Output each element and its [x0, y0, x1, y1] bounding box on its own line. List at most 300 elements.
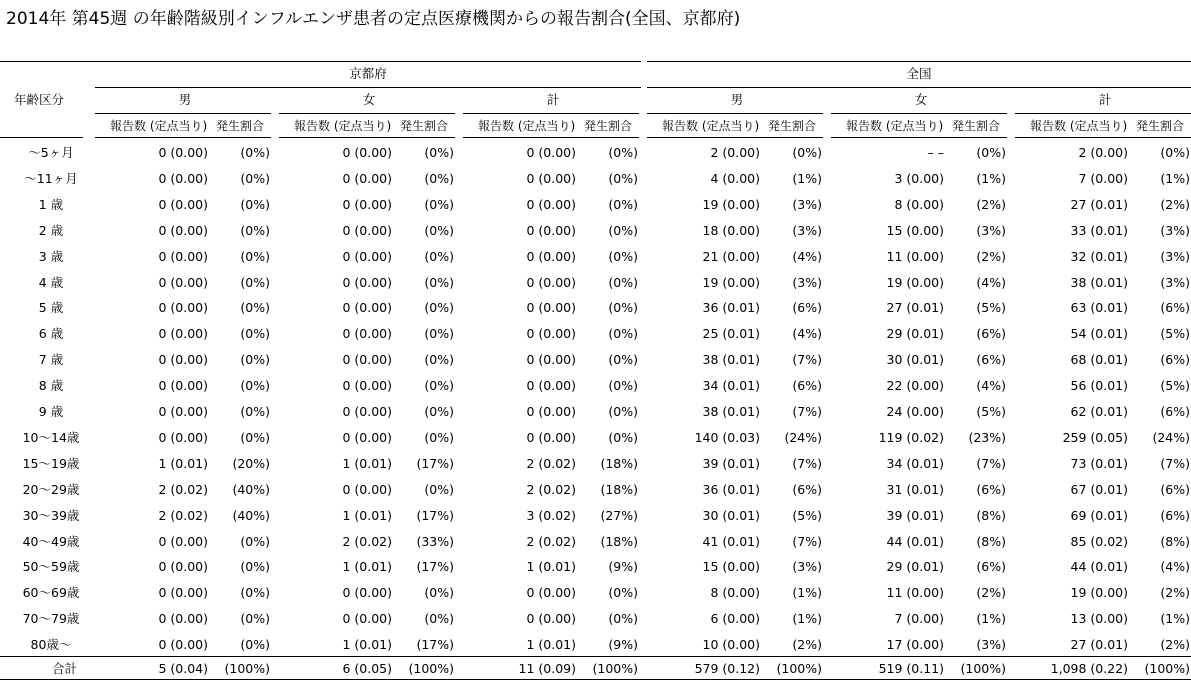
rate-subheader: 発生割合 [1136, 119, 1185, 133]
count-cell: 19 (0.00) [702, 275, 760, 290]
count-cell: 0 (0.00) [342, 223, 392, 238]
row-header-label: 年齢区分 [14, 92, 65, 107]
rate-cell: (6%) [1160, 508, 1190, 523]
rate-cell: (0%) [608, 223, 638, 238]
rate-subheader: 発生割合 [952, 119, 1001, 133]
count-cell: 519 (0.11) [878, 661, 944, 676]
count-cell: 0 (0.00) [526, 352, 576, 367]
rate-cell: (6%) [976, 559, 1006, 574]
rate-cell: (0%) [976, 145, 1006, 160]
rate-cell: (0%) [240, 300, 270, 315]
count-subheader: 報告数 (定点当り) [662, 119, 760, 133]
rate-cell: (8%) [1160, 534, 1190, 549]
count-cell: 27 (0.01) [886, 300, 944, 315]
rate-cell: (5%) [1160, 378, 1190, 393]
rate-cell: (3%) [1160, 249, 1190, 264]
count-cell: 8 (0.00) [894, 197, 944, 212]
rate-cell: (0%) [424, 249, 454, 264]
rate-cell: (0%) [1160, 145, 1190, 160]
header-bottom-rule [279, 137, 455, 138]
rate-cell: (0%) [608, 585, 638, 600]
count-cell: 6 (0.00) [710, 611, 760, 626]
rate-cell: (0%) [608, 249, 638, 264]
sex-rule [831, 113, 1007, 114]
count-cell: 0 (0.00) [158, 249, 208, 264]
rate-cell: (0%) [424, 585, 454, 600]
page-title: 2014年 第45週 の年齢階級別インフルエンザ患者の定点医療機関からの報告割合(全国、京都府) [6, 9, 741, 29]
rate-cell: (3%) [792, 197, 822, 212]
rate-cell: (5%) [976, 404, 1006, 419]
count-cell: 2 (0.02) [526, 534, 576, 549]
rate-cell: (17%) [416, 508, 454, 523]
count-cell: 1 (0.01) [342, 637, 392, 652]
count-cell: 0 (0.00) [342, 378, 392, 393]
rate-cell: (0%) [240, 249, 270, 264]
age-label: 3 歳 [38, 249, 64, 264]
header-top-rule [647, 61, 1191, 62]
count-cell: 0 (0.00) [342, 352, 392, 367]
count-cell: 1 (0.01) [158, 456, 208, 471]
count-cell: 0 (0.00) [158, 534, 208, 549]
count-subheader: 報告数 (定点当り) [478, 119, 576, 133]
rate-cell: (20%) [232, 456, 270, 471]
count-cell: 0 (0.00) [526, 223, 576, 238]
header-bottom-rule [831, 137, 1007, 138]
rate-cell: (17%) [416, 456, 454, 471]
count-cell: 27 (0.01) [1070, 197, 1128, 212]
count-cell: 33 (0.01) [1070, 223, 1128, 238]
rate-cell: (4%) [792, 249, 822, 264]
count-cell: 2 (0.02) [526, 482, 576, 497]
count-cell: 0 (0.00) [526, 171, 576, 186]
rate-subheader: 発生割合 [400, 119, 449, 133]
rate-cell: (24%) [1152, 430, 1190, 445]
count-cell: 10 (0.00) [702, 637, 760, 652]
rate-cell: (17%) [416, 559, 454, 574]
count-cell: 11 (0.09) [518, 661, 576, 676]
count-cell: 38 (0.01) [702, 352, 760, 367]
count-cell: 36 (0.01) [702, 300, 760, 315]
rate-cell: (18%) [600, 534, 638, 549]
rate-cell: (3%) [792, 275, 822, 290]
rate-cell: (3%) [976, 637, 1006, 652]
age-label: 20～29歳 [22, 482, 80, 497]
age-label: 60～69歳 [22, 585, 80, 600]
rate-cell: (0%) [424, 378, 454, 393]
region-rule [95, 87, 641, 88]
rate-cell: (0%) [240, 611, 270, 626]
count-cell: 0 (0.00) [526, 430, 576, 445]
sex-rule [95, 113, 271, 114]
rate-cell: (100%) [960, 661, 1006, 676]
rate-subheader: 発生割合 [584, 119, 633, 133]
count-cell: 22 (0.00) [886, 378, 944, 393]
rate-cell: (27%) [600, 508, 638, 523]
rate-cell: (2%) [1160, 637, 1190, 652]
rate-cell: (0%) [608, 145, 638, 160]
count-cell: 0 (0.00) [158, 223, 208, 238]
count-cell: 85 (0.02) [1070, 534, 1128, 549]
sex-rule [647, 113, 823, 114]
count-cell: 11 (0.00) [886, 249, 944, 264]
sex-header: 男 [178, 92, 192, 107]
rate-cell: (0%) [424, 430, 454, 445]
count-cell: 0 (0.00) [158, 611, 208, 626]
count-cell: 0 (0.00) [158, 352, 208, 367]
count-cell: 38 (0.01) [702, 404, 760, 419]
count-cell: 2 (0.02) [342, 534, 392, 549]
count-cell: 0 (0.00) [526, 145, 576, 160]
header-bottom-rule [0, 137, 83, 138]
count-cell: 15 (0.00) [886, 223, 944, 238]
age-label: 5 歳 [38, 300, 64, 315]
count-cell: 1 (0.01) [526, 637, 576, 652]
rate-cell: (7%) [1160, 456, 1190, 471]
rate-cell: (0%) [240, 585, 270, 600]
count-cell: 24 (0.00) [886, 404, 944, 419]
count-cell: 18 (0.00) [702, 223, 760, 238]
rate-cell: (1%) [976, 611, 1006, 626]
age-label: 15～19歳 [22, 456, 80, 471]
rate-cell: (4%) [976, 275, 1006, 290]
sex-rule [279, 113, 455, 114]
rate-cell: (0%) [608, 430, 638, 445]
count-cell: 34 (0.01) [886, 456, 944, 471]
rate-cell: (6%) [976, 482, 1006, 497]
count-cell: 119 (0.02) [878, 430, 944, 445]
count-cell: 19 (0.00) [702, 197, 760, 212]
rate-cell: (0%) [424, 326, 454, 341]
rate-cell: (7%) [792, 404, 822, 419]
count-cell: 0 (0.00) [158, 197, 208, 212]
rate-cell: (3%) [792, 559, 822, 574]
rate-cell: (4%) [976, 378, 1006, 393]
count-cell: 1,098 (0.22) [1050, 661, 1128, 676]
rate-cell: (0%) [240, 197, 270, 212]
sex-header: 計 [546, 92, 560, 107]
count-cell: 54 (0.01) [1070, 326, 1128, 341]
count-cell: 0 (0.00) [158, 585, 208, 600]
rate-cell: (0%) [608, 404, 638, 419]
sex-header: 計 [1098, 92, 1112, 107]
age-label: 6 歳 [38, 326, 64, 341]
count-cell: 25 (0.01) [702, 326, 760, 341]
sex-header: 女 [914, 92, 928, 107]
rate-cell: (3%) [792, 223, 822, 238]
rate-cell: (7%) [792, 352, 822, 367]
count-cell: 0 (0.00) [342, 300, 392, 315]
rate-cell: (0%) [240, 404, 270, 419]
rate-cell: (0%) [240, 430, 270, 445]
rate-cell: (0%) [240, 534, 270, 549]
rate-cell: (40%) [232, 508, 270, 523]
age-label: 7 歳 [38, 352, 64, 367]
rate-cell: (3%) [1160, 223, 1190, 238]
rate-cell: (6%) [976, 326, 1006, 341]
sex-header: 男 [730, 92, 744, 107]
rate-cell: (0%) [608, 378, 638, 393]
age-label: 9 歳 [38, 404, 64, 419]
rate-cell: (100%) [592, 661, 638, 676]
count-cell: 30 (0.01) [886, 352, 944, 367]
rate-cell: (0%) [240, 326, 270, 341]
rate-cell: (2%) [792, 637, 822, 652]
rate-cell: (0%) [424, 352, 454, 367]
count-cell: 7 (0.00) [894, 611, 944, 626]
count-cell: 1 (0.01) [526, 559, 576, 574]
rate-cell: (5%) [976, 300, 1006, 315]
header-top-rule [0, 61, 641, 62]
rate-cell: (4%) [792, 326, 822, 341]
rate-cell: (0%) [240, 171, 270, 186]
rate-cell: (4%) [1160, 559, 1190, 574]
rate-cell: (0%) [424, 275, 454, 290]
count-cell: 579 (0.12) [694, 661, 760, 676]
rate-cell: (0%) [240, 275, 270, 290]
region-rule [647, 87, 1191, 88]
count-cell: 19 (0.00) [886, 275, 944, 290]
rate-cell: (100%) [776, 661, 822, 676]
rate-cell: (0%) [240, 559, 270, 574]
rate-cell: (5%) [1160, 326, 1190, 341]
count-cell: 62 (0.01) [1070, 404, 1128, 419]
rate-cell: (40%) [232, 482, 270, 497]
rate-cell: (0%) [608, 326, 638, 341]
rate-cell: (0%) [240, 637, 270, 652]
rate-cell: (0%) [608, 197, 638, 212]
count-cell: 56 (0.01) [1070, 378, 1128, 393]
rate-cell: (0%) [424, 611, 454, 626]
rate-cell: (0%) [424, 145, 454, 160]
count-cell: 140 (0.03) [694, 430, 760, 445]
rate-cell: (6%) [792, 378, 822, 393]
count-cell: 0 (0.00) [342, 585, 392, 600]
header-bottom-rule [1015, 137, 1191, 138]
rate-cell: (2%) [1160, 197, 1190, 212]
age-label: ～5ヶ月 [28, 145, 74, 160]
count-cell: 2 (0.02) [526, 456, 576, 471]
count-cell: 7 (0.00) [1078, 171, 1128, 186]
count-cell: 0 (0.00) [342, 430, 392, 445]
age-label: 1 歳 [38, 197, 64, 212]
count-cell: 63 (0.01) [1070, 300, 1128, 315]
count-cell: 29 (0.01) [886, 559, 944, 574]
count-cell: 73 (0.01) [1070, 456, 1128, 471]
rate-cell: (0%) [424, 223, 454, 238]
rate-cell: (2%) [976, 197, 1006, 212]
count-cell: 0 (0.00) [526, 300, 576, 315]
count-cell: 0 (0.00) [158, 559, 208, 574]
rate-cell: (2%) [1160, 585, 1190, 600]
rate-cell: (100%) [1144, 661, 1190, 676]
count-cell: 0 (0.00) [158, 378, 208, 393]
rate-cell: (0%) [608, 352, 638, 367]
rate-cell: (0%) [240, 223, 270, 238]
count-cell: 67 (0.01) [1070, 482, 1128, 497]
rate-cell: (1%) [792, 585, 822, 600]
count-cell: 68 (0.01) [1070, 352, 1128, 367]
rate-subheader: 発生割合 [216, 119, 265, 133]
age-label: 8 歳 [38, 378, 64, 393]
count-cell: 1 (0.01) [342, 508, 392, 523]
count-subheader: 報告数 (定点当り) [1030, 119, 1128, 133]
rate-cell: (18%) [600, 456, 638, 471]
age-label: 70～79歳 [22, 611, 80, 626]
count-cell: 0 (0.00) [158, 171, 208, 186]
count-cell: 0 (0.00) [526, 249, 576, 264]
count-subheader: 報告数 (定点当り) [294, 119, 392, 133]
count-cell: 0 (0.00) [158, 326, 208, 341]
rate-cell: (2%) [976, 585, 1006, 600]
rate-cell: (6%) [976, 352, 1006, 367]
rate-cell: (6%) [1160, 482, 1190, 497]
count-cell: 0 (0.00) [342, 275, 392, 290]
count-cell: 32 (0.01) [1070, 249, 1128, 264]
rate-cell: (0%) [424, 404, 454, 419]
count-cell: 44 (0.01) [1070, 559, 1128, 574]
rate-subheader: 発生割合 [768, 119, 817, 133]
rate-cell: (1%) [792, 611, 822, 626]
rate-cell: (6%) [1160, 352, 1190, 367]
rate-cell: (9%) [608, 637, 638, 652]
count-cell: 29 (0.01) [886, 326, 944, 341]
count-cell: 0 (0.00) [342, 326, 392, 341]
count-subheader: 報告数 (定点当り) [846, 119, 944, 133]
age-label: 80歳～ [30, 637, 72, 652]
rate-cell: (0%) [608, 300, 638, 315]
region-header-kyoto: 京都府 [349, 66, 387, 81]
rate-cell: (6%) [1160, 404, 1190, 419]
count-cell: 0 (0.00) [342, 249, 392, 264]
count-cell: 13 (0.00) [1070, 611, 1128, 626]
count-cell: 27 (0.01) [1070, 637, 1128, 652]
rate-cell: (0%) [240, 378, 270, 393]
header-bottom-rule [463, 137, 639, 138]
region-header-national: 全国 [906, 66, 932, 81]
count-cell: 0 (0.00) [526, 378, 576, 393]
count-cell: 39 (0.01) [702, 456, 760, 471]
count-cell: 15 (0.00) [702, 559, 760, 574]
count-cell: 2 (0.00) [710, 145, 760, 160]
rate-cell: (6%) [792, 482, 822, 497]
rate-cell: (0%) [424, 171, 454, 186]
count-cell: 0 (0.00) [526, 326, 576, 341]
rate-cell: (9%) [608, 559, 638, 574]
rate-cell: (24%) [784, 430, 822, 445]
count-cell: 19 (0.00) [1070, 585, 1128, 600]
rate-cell: (0%) [424, 482, 454, 497]
rate-cell: (0%) [608, 611, 638, 626]
rate-cell: (2%) [976, 249, 1006, 264]
rate-cell: (0%) [240, 352, 270, 367]
rate-cell: (18%) [600, 482, 638, 497]
age-label: 30～39歳 [22, 508, 80, 523]
rate-cell: (1%) [1160, 611, 1190, 626]
count-cell: 0 (0.00) [526, 197, 576, 212]
total-bottom-rule [0, 679, 1191, 680]
header-bottom-rule [95, 137, 271, 138]
total-label: 合計 [52, 661, 78, 676]
count-cell: 38 (0.01) [1070, 275, 1128, 290]
rate-cell: (7%) [792, 456, 822, 471]
rate-cell: (3%) [976, 223, 1006, 238]
rate-cell: (5%) [792, 508, 822, 523]
header-bottom-rule [647, 137, 823, 138]
count-cell: 3 (0.02) [526, 508, 576, 523]
count-cell: 21 (0.00) [702, 249, 760, 264]
count-cell: 5 (0.04) [158, 661, 208, 676]
count-cell: 8 (0.00) [710, 585, 760, 600]
rate-cell: (23%) [968, 430, 1006, 445]
count-cell: 31 (0.01) [886, 482, 944, 497]
count-cell: – – [927, 145, 944, 160]
count-cell: 0 (0.00) [526, 611, 576, 626]
count-cell: 0 (0.00) [342, 171, 392, 186]
rate-cell: (0%) [424, 197, 454, 212]
count-cell: 2 (0.02) [158, 482, 208, 497]
count-cell: 0 (0.00) [342, 145, 392, 160]
rate-cell: (17%) [416, 637, 454, 652]
count-cell: 0 (0.00) [158, 275, 208, 290]
rate-cell: (100%) [224, 661, 270, 676]
rate-cell: (1%) [976, 171, 1006, 186]
rate-cell: (8%) [976, 534, 1006, 549]
sex-header: 女 [362, 92, 376, 107]
sex-rule [1015, 113, 1191, 114]
rate-cell: (0%) [424, 300, 454, 315]
rate-cell: (3%) [1160, 275, 1190, 290]
count-cell: 69 (0.01) [1070, 508, 1128, 523]
count-cell: 2 (0.00) [1078, 145, 1128, 160]
count-cell: 0 (0.00) [342, 197, 392, 212]
rate-cell: (1%) [792, 171, 822, 186]
age-label: ～11ヶ月 [24, 171, 78, 186]
rate-cell: (0%) [608, 275, 638, 290]
count-cell: 11 (0.00) [886, 585, 944, 600]
rate-cell: (0%) [792, 145, 822, 160]
count-cell: 39 (0.01) [886, 508, 944, 523]
count-cell: 4 (0.00) [710, 171, 760, 186]
count-cell: 0 (0.00) [158, 404, 208, 419]
rate-cell: (7%) [792, 534, 822, 549]
count-cell: 6 (0.05) [342, 661, 392, 676]
count-cell: 30 (0.01) [702, 508, 760, 523]
rate-cell: (1%) [1160, 171, 1190, 186]
count-cell: 41 (0.01) [702, 534, 760, 549]
count-cell: 259 (0.05) [1062, 430, 1128, 445]
age-label: 40～49歳 [22, 534, 80, 549]
count-subheader: 報告数 (定点当り) [110, 119, 208, 133]
total-top-rule [0, 656, 1191, 657]
count-cell: 0 (0.00) [526, 585, 576, 600]
age-label: 10～14歳 [22, 430, 80, 445]
count-cell: 17 (0.00) [886, 637, 944, 652]
age-label: 2 歳 [38, 223, 64, 238]
rate-cell: (6%) [792, 300, 822, 315]
age-label: 50～59歳 [22, 559, 80, 574]
count-cell: 3 (0.00) [894, 171, 944, 186]
rate-cell: (8%) [976, 508, 1006, 523]
sex-rule [463, 113, 639, 114]
count-cell: 0 (0.00) [526, 275, 576, 290]
count-cell: 44 (0.01) [886, 534, 944, 549]
count-cell: 0 (0.00) [342, 482, 392, 497]
count-cell: 0 (0.00) [158, 637, 208, 652]
count-cell: 0 (0.00) [158, 145, 208, 160]
count-cell: 2 (0.02) [158, 508, 208, 523]
rate-cell: (6%) [1160, 300, 1190, 315]
count-cell: 0 (0.00) [158, 300, 208, 315]
